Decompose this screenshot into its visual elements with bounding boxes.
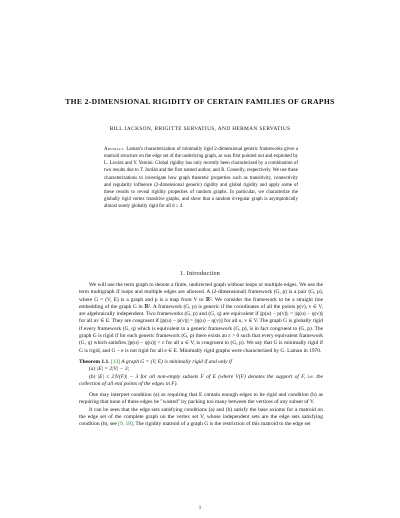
body-text <box>79 282 323 429</box>
page-number: 1 <box>198 506 202 511</box>
theorem-head: Theorem 1.1. <box>79 358 110 365</box>
abstract-text: Laman's characterization of minimally rigid 2-dimensional generic frameworks gives a matroid structure on the edge set of the underlying graph, as was first pointed out and exploited by L. Lovász and Y. Yemini. Global rigidity has only recently been characterized by a combination of two results due to T. Jordán and the first named author, and R. Connelly, respectively. We use these characterizations to investigate how graph theoretic properties such as transitivity, connectivity and regularity influence (2-dimensional generic) rigidity and global rigidity and apply some of these results to reveal rigidity properties of random graphs. In particular, we characterize the globally rigid vertex transitive graphs, and show that a random d-regular graph is asymptotically almost surely globally rigid for all d ≥ 4. <box>104 147 298 210</box>
paragraph-text: . The rigidity matroid of a graph G is the restriction of this matroid to the edge set <box>132 421 311 428</box>
paragraph: We will use the term graph to denote a finite, undirected graph without loops or multiple edges. We use the term multigraph if loops and multiple edges are allowed. A (2-dimensional) framework (G, p) is a pair (G, p), where G = (V, E) is a graph and p is a map from V to ℝ². We consider the framework to be a straight line embedding of the graph G in ℝ². A framework (G, p) is generic if the coordinates of all the points p(v), v ∈ V, are algebraically independent. Two frameworks (G, p) and (G, q) are equivalent if ||p(u) − p(v)|| = ||q(u) − q(v)|| for all uv ∈ E. They are congruent if ||p(u) − p(v)|| = ||q(u) − q(v)|| for all u, v ∈ V. The graph G is globally rigid if every framework (G, q) which is equivalent to a generic framework (G, p), is in fact congruent to (G, p). The graph G is rigid if for each generic framework (G, p) there exists an ε > 0 such that every equivalent framework (G, q) which satisfies ||p(u) − q(u)|| < ε for all u ∈ V, is congruent to (G, p). We say that G is minimally rigid if G is rigid, and G − e is not rigid for all e ∈ E. Minimally rigid graphs were characterized by G. Laman in 1970. <box>79 282 323 354</box>
paragraph: One may interpret condition (a) as requiring that E contain enough edges to be rigid and condition (b) as requiring that none of these edges be "wasted" by packing too many between the vertices of any subset of V. <box>79 392 323 406</box>
section-title: 1. Introduction <box>179 271 221 277</box>
paragraph-text: It can be seen that the edge sets satisfying conditions (a) and (b) satisfy the base axioms for a matroid on the edge set of the complete graph on the vertex set V, whose independent sets are the edge sets satisfying condition (b), see <box>79 406 323 428</box>
paper-title: THE 2-DIMENSIONAL RIGIDITY OF CERTAIN FAMILIES OF GRAPHS <box>65 97 335 106</box>
theorem <box>79 359 323 388</box>
theorem-condition: (b) |E| ≤ 2|V(F)| − 3 for all non-empty subsets F of E (where V(F) denotes the support of F, i.e. the collection of all end points of the edges in F). <box>79 373 323 387</box>
abstract <box>104 146 298 210</box>
abstract-label: Abstract. <box>104 147 125 152</box>
theorem-text: A graph G = (V, E) is minimally rigid if and only if <box>121 358 232 365</box>
paper-authors: BILL JACKSON, BRIGITTE SERVATIUS, AND HERMAN SERVATIUS <box>109 126 291 132</box>
citation-link[interactable]: [13] <box>110 358 120 365</box>
citation-link[interactable]: [9, 18] <box>118 421 133 428</box>
paragraph <box>79 407 323 429</box>
theorem-condition: (a) |E| = 2|V| − 3; <box>89 366 130 373</box>
